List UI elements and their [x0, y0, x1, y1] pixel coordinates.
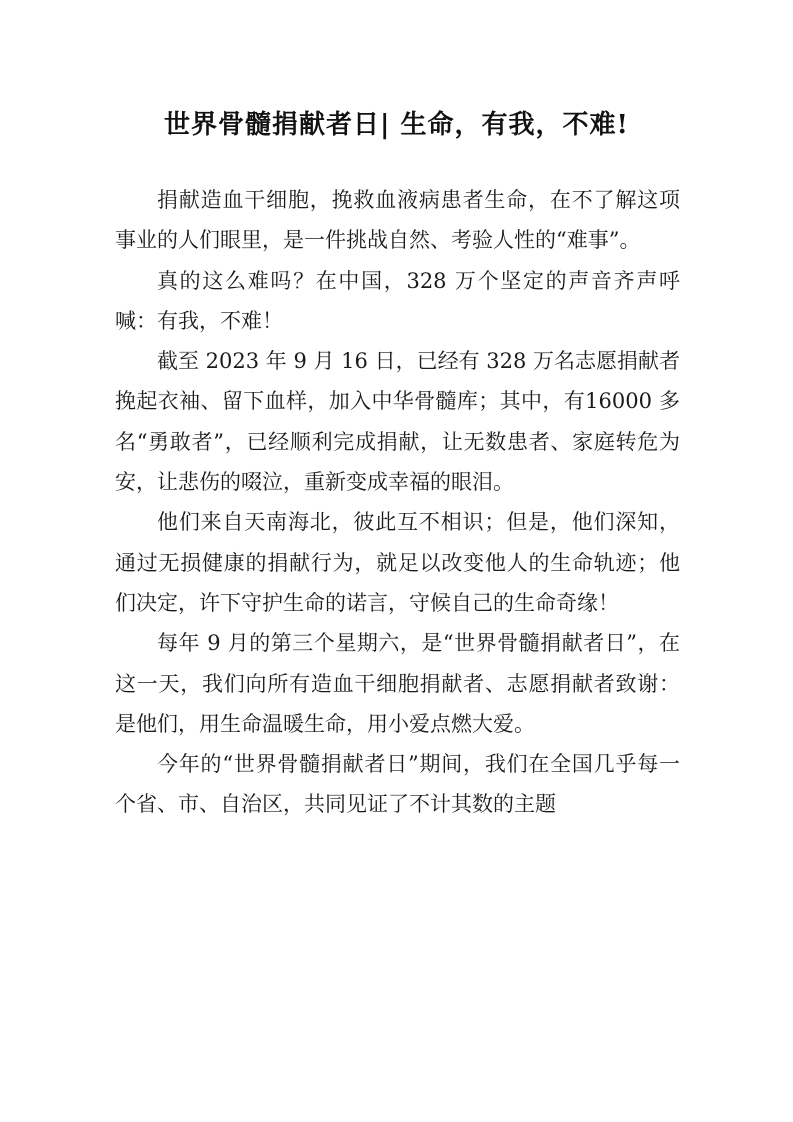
paragraph: 真的这么难吗？在中国，328 万个坚定的声音齐声呼喊：有我，不难！: [115, 268, 680, 333]
document-title: 世界骨髓捐献者日| 生命，有我，不难!: [164, 110, 629, 140]
paragraph: 每年 9 月的第三个星期六，是“世界骨髓捐献者日”，在这一天，我们向所有造血干细胞捐献者、志愿捐献者致谢：是他们，用生命温暖生命，用小爱点燃大爱。: [115, 631, 680, 736]
paragraph: 截至 2023 年 9 月 16 日，已经有 328 万名志愿捐献者挽起衣袖、留下血样，加入中华骨髓库；其中，有16000 多名“勇敢者”，已经顺利完成捐献，让无数患者、家庭转危为安，让悲伤的啜泣，重新变成幸福的眼泪。: [115, 349, 681, 495]
paragraph: 他们来自天南海北，彼此互不相识；但是，他们深知，通过无损健康的捐献行为，就足以改变他人的生命轨迹；他们决定，许下守护生命的诺言，守候自己的生命奇缘！: [115, 510, 680, 615]
paragraph: 今年的“世界骨髓捐献者日”期间，我们在全国几乎每一个省、市、自治区，共同见证了不计其数的主题: [115, 752, 680, 817]
paragraph: 捐献造血干细胞，挽救血液病患者生命，在不了解这项事业的人们眼里，是一件挑战自然、考验人性的“难事”。: [115, 188, 680, 253]
document-body: [115, 180, 680, 825]
